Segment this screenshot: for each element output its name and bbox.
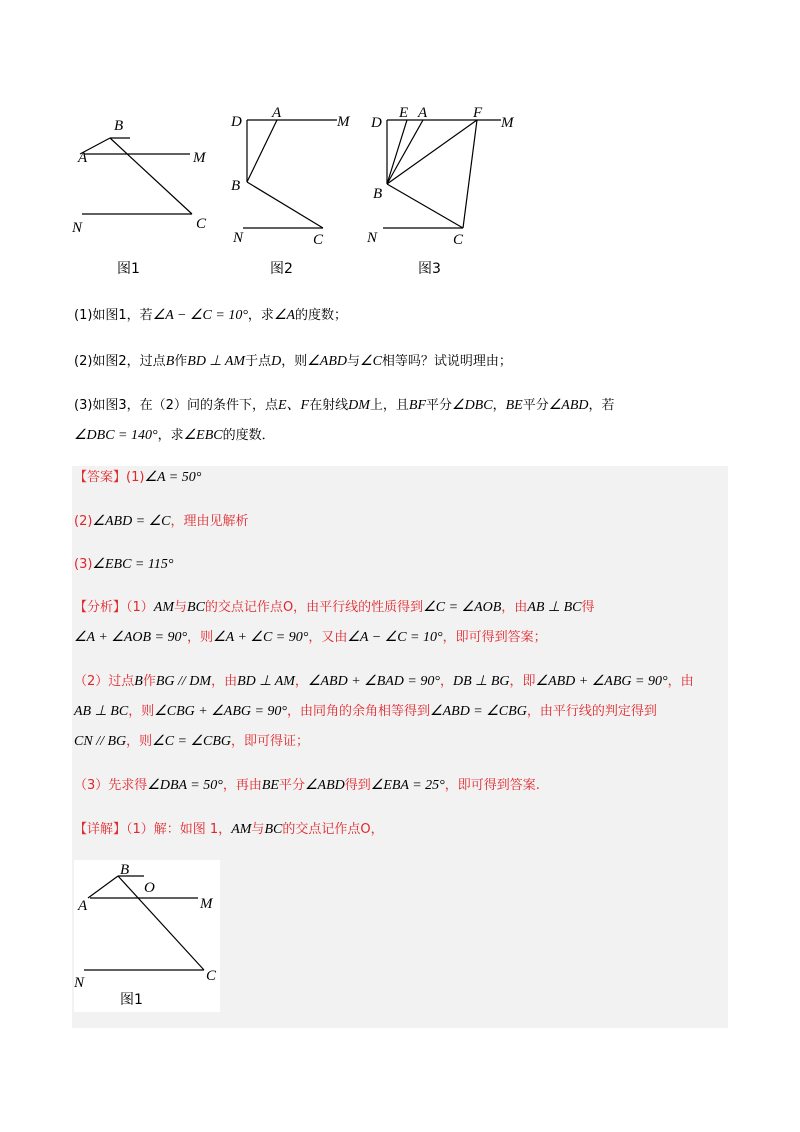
fig3-label-m: M (501, 115, 514, 131)
answer-tag: 【答案】 (74, 470, 127, 485)
answer-line-1: 【答案】(1)∠A = 50° (74, 470, 202, 485)
fig3-label-f: F (473, 105, 483, 121)
fig2-label-n: N (233, 230, 244, 246)
detail-figure-diagram (74, 860, 220, 1012)
question-3-line-2: ∠DBC = 140°，求∠EBC的度数． (74, 428, 275, 443)
fig3-label-e: E (399, 105, 409, 121)
fig4-label-b: B (120, 862, 130, 878)
fig2-label-a: A (272, 105, 282, 121)
figure-1 (70, 112, 220, 272)
fig4-label-o: O (144, 880, 155, 896)
analysis-line-2: ∠A + ∠AOB = 90°，则∠A + ∠C = 90°，又由∠A − ∠C = 10°，即可得到答案； (74, 630, 547, 645)
figure-3-caption: 图3 (418, 261, 441, 277)
figure-3 (365, 100, 535, 260)
analysis-tag: 【分析】 (74, 600, 127, 615)
fig4-label-n: N (74, 975, 85, 991)
answer-line-3: (3)∠EBC = 115° (74, 557, 174, 572)
fig3-label-b: B (373, 186, 383, 202)
fig3-label-d: D (371, 115, 382, 131)
detail-figure-1 (74, 860, 220, 1012)
fig1-label-c: C (196, 216, 207, 232)
figure-2-diagram (225, 100, 365, 260)
fig1-label-b: B (114, 118, 124, 134)
figure-3-diagram (365, 100, 535, 260)
fig4-label-a: A (78, 898, 88, 914)
analysis-line-6: （3）先求得∠DBA = 50°，再由BE平分∠ABD得到∠EBA = 25°，即可得到答案. (74, 778, 540, 793)
analysis-line-5: CN // BG，则∠C = ∠CBG，即可得证； (74, 734, 310, 749)
fig4-label-m: M (200, 896, 213, 912)
fig2-label-d: D (231, 114, 242, 130)
analysis-line-1: 【分析】（1）AM与BC的交点记作点O，由平行线的性质得到∠C = ∠AOB，由AB ⊥ BC得 (74, 600, 595, 615)
fig2-label-m: M (337, 114, 350, 130)
question-1: (1)如图1，若∠A − ∠C = 10°，求∠A的度数； (74, 308, 348, 323)
question-3-line-1: (3)如图3，在（2）问的条件下，点E、F在射线DM上，且BF平分∠DBC，BE平分∠ABD，若 (74, 398, 615, 413)
fig4-label-c: C (206, 968, 217, 984)
fig3-label-a: A (418, 105, 428, 121)
figure-2 (225, 100, 365, 260)
detail-line-1: 【详解】（1）解：如图 1，AM与BC的交点记作点O， (74, 822, 384, 837)
fig3-label-c: C (453, 232, 464, 248)
figure-2-caption: 图2 (270, 261, 293, 277)
fig2-label-b: B (231, 178, 241, 194)
figure-1-caption: 图1 (117, 261, 140, 277)
detail-tag: 【详解】 (74, 822, 127, 837)
figure-1-diagram (70, 112, 220, 272)
fig1-label-a: A (78, 150, 88, 166)
fig1-label-m: M (193, 150, 206, 166)
analysis-line-3: （2）过点B作BG // DM，由BD ⊥ AM，∠ABD + ∠BAD = 90°，DB ⊥ BG，即∠ABD + ∠ABG = 90°，由 (74, 674, 694, 689)
answer-line-2: (2)∠ABD = ∠C，理由见解析 (74, 514, 249, 529)
fig4-caption: 图1 (120, 992, 143, 1008)
question-2: (2)如图2，过点B作BD ⊥ AM于点D，则∠ABD与∠C相等吗？试说明理由； (74, 354, 512, 369)
fig2-label-c: C (313, 232, 324, 248)
fig3-label-n: N (367, 230, 378, 246)
fig1-label-n: N (72, 220, 83, 236)
analysis-line-4: AB ⊥ BC，则∠CBG + ∠ABG = 90°，由同角的余角相等得到∠ABD = ∠CBG，由平行线的判定得到 (74, 704, 657, 719)
